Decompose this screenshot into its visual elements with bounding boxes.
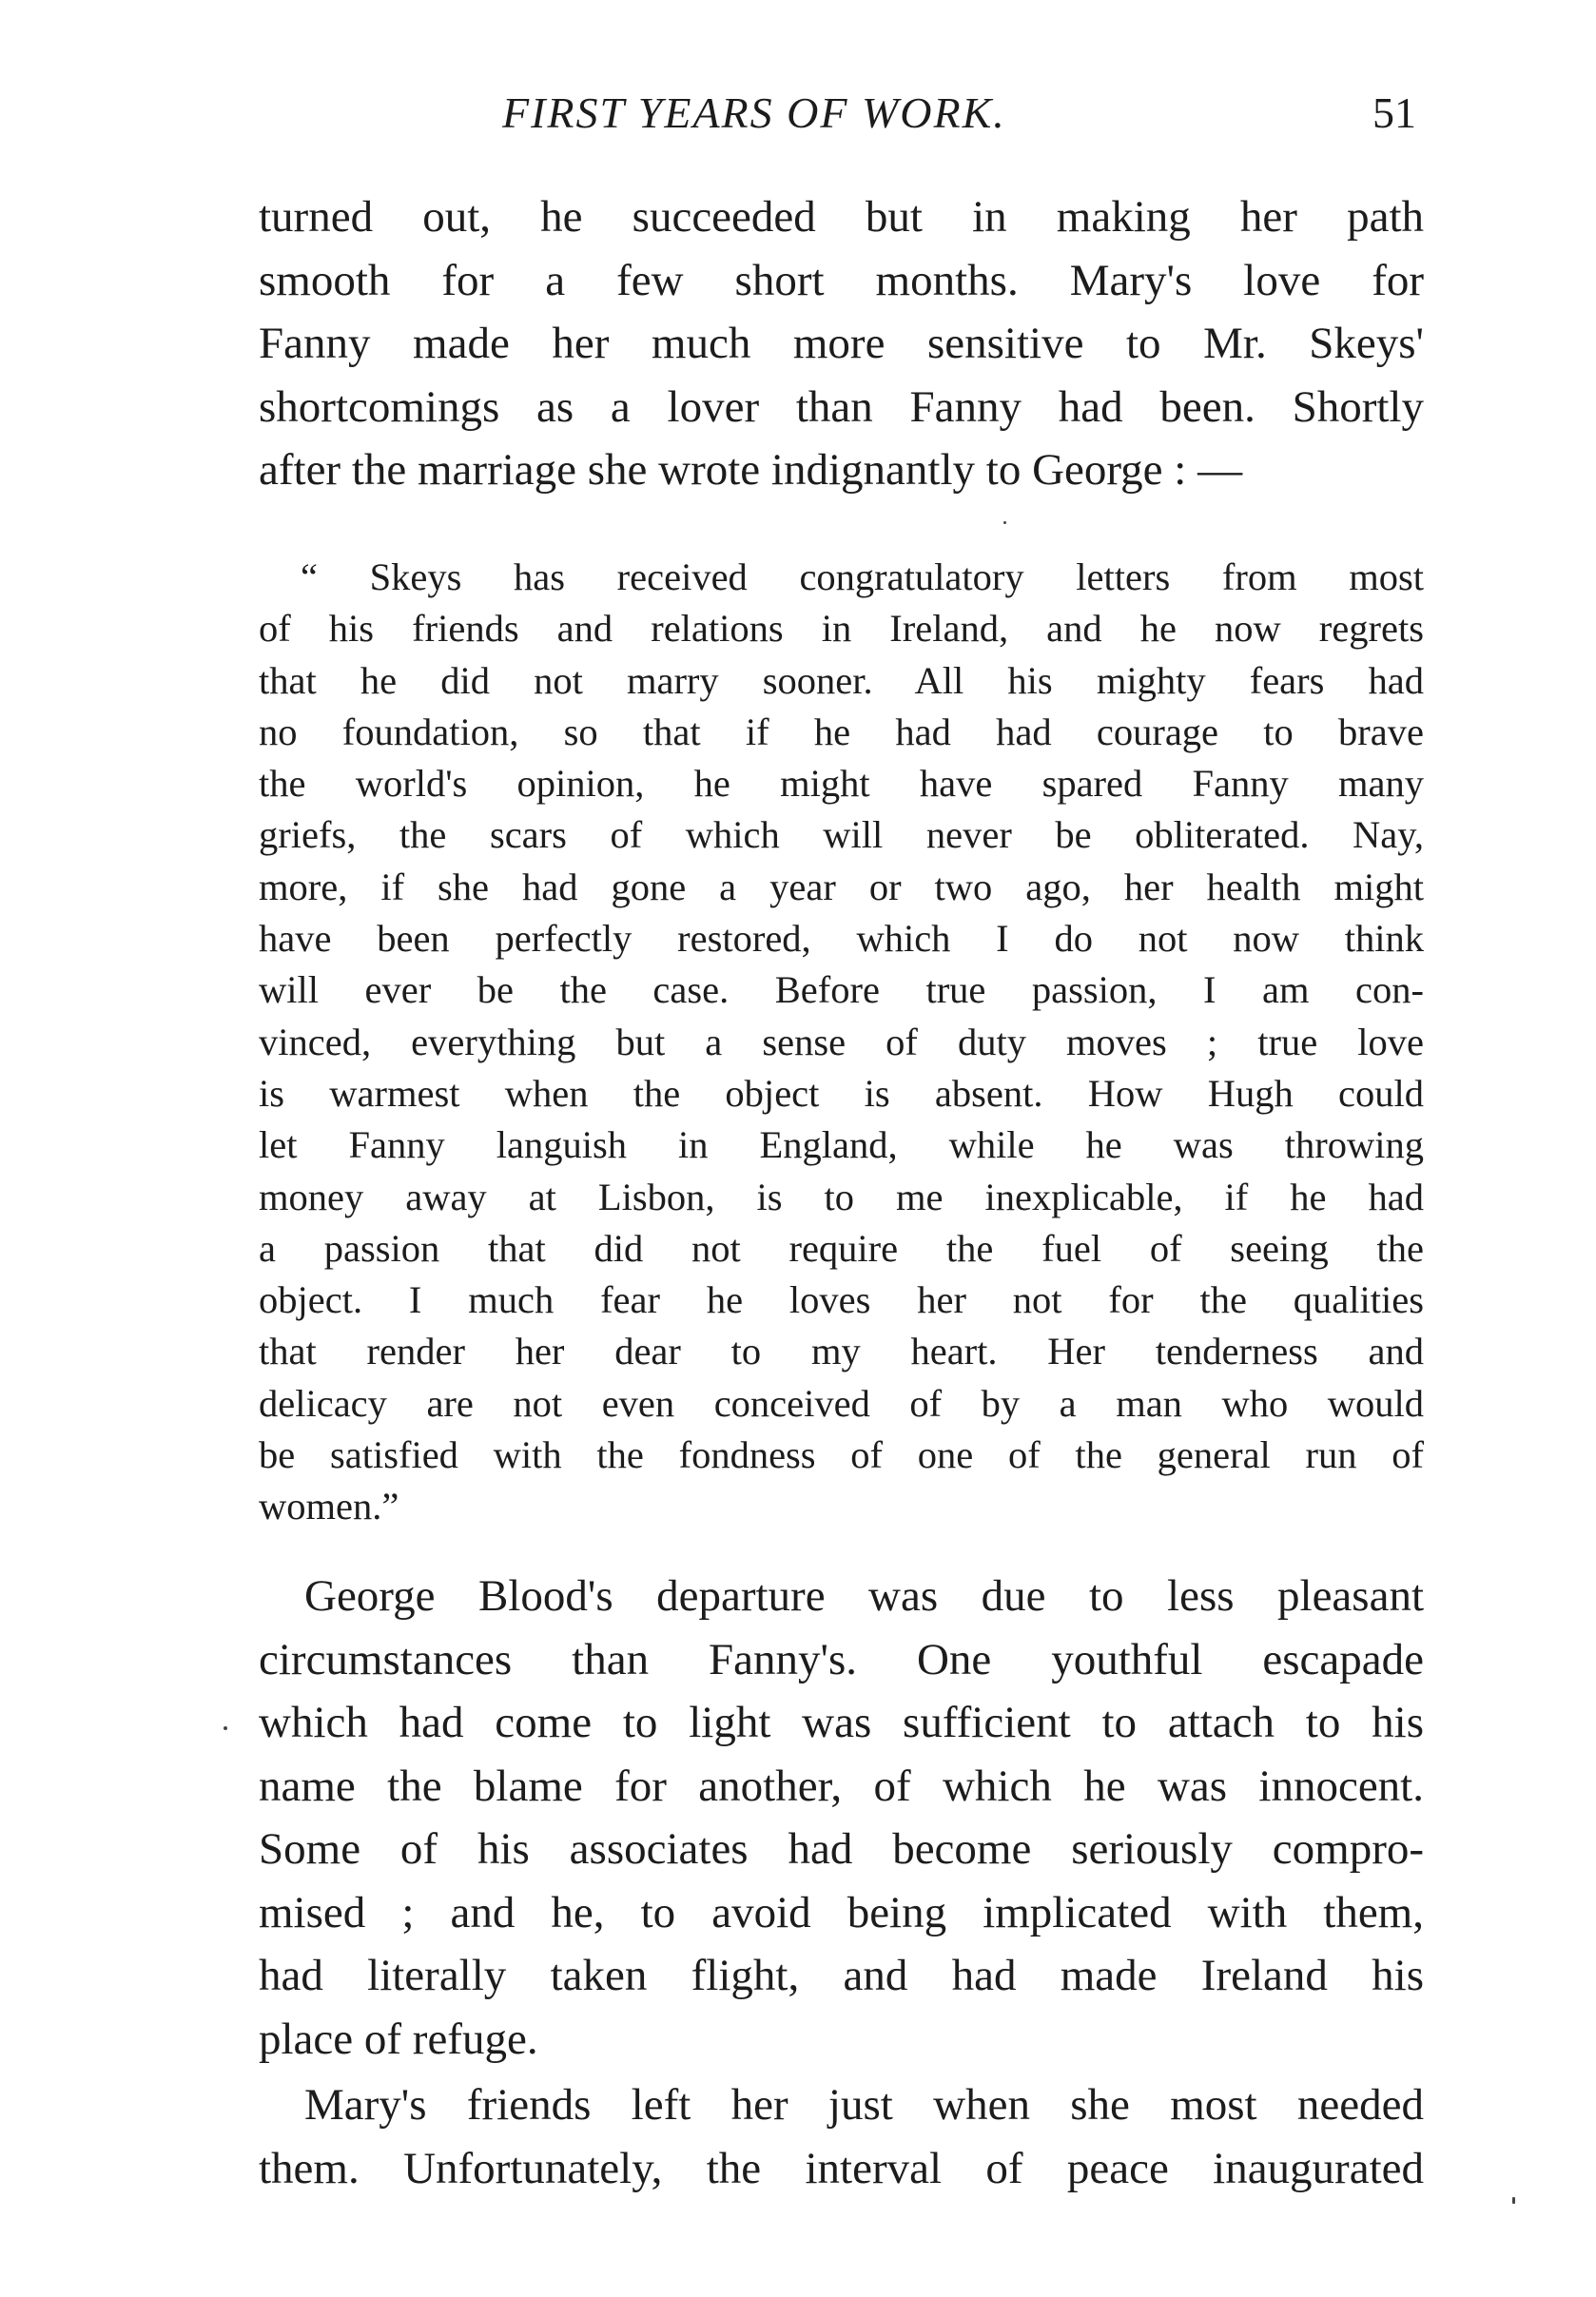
text-line: have been perfectly restored, which I do not now think: [259, 917, 1424, 961]
text-line: had literally taken flight, and had made Ireland his: [259, 1951, 1424, 2000]
paragraph-2: [259, 1565, 1424, 2071]
text-line: is warmest when the object is absent. How Hugh could: [259, 1071, 1424, 1115]
text-line: Fanny made her much more sensitive to Mr. Skeys': [259, 319, 1424, 368]
text-line: name the blame for another, of which he was innocent.: [259, 1761, 1424, 1811]
text-line: a passion that did not require the fuel of seeing the: [259, 1226, 1424, 1270]
paragraph-3: [259, 2073, 1424, 2200]
text-line: after the marriage she wrote indignantly to George : —: [259, 445, 1243, 495]
text-line: more, if she had gone a year or two ago, her health might: [259, 865, 1424, 908]
print-speck: [224, 1726, 227, 1730]
paragraph-1: [259, 185, 1424, 502]
text-line: Some of his associates had become seriously compro-: [259, 1824, 1424, 1874]
text-line: the world's opinion, he might have spared Fanny many: [259, 762, 1424, 806]
text-line: that render her dear to my heart. Her tenderness and: [259, 1330, 1424, 1373]
text-line: money away at Lisbon, is to me inexplicable, if he had: [259, 1175, 1424, 1218]
text-line: mised ; and he, to avoid being implicated with them,: [259, 1887, 1424, 1937]
text-line: vinced, everything but a sense of duty moves ; true love: [259, 1020, 1424, 1063]
text-line: them. Unfortunately, the interval of peace inaugurated: [259, 2143, 1424, 2193]
text-line: object. I much fear he loves her not for the qualities: [259, 1278, 1424, 1322]
quoted-letter: [259, 552, 1424, 1533]
text-line: no foundation, so that if he had had courage to brave: [259, 710, 1424, 753]
text-line: shortcomings as a lover than Fanny had been. Shortly: [259, 381, 1424, 432]
text-line: be satisfied with the fondness of one of the general run of: [259, 1433, 1424, 1477]
text-line: “ Skeys has received congratulatory letters from most: [301, 555, 1424, 598]
text-line: George Blood's departure was due to less pleasant: [304, 1571, 1424, 1621]
text-line: circumstances than Fanny's. One youthful escapade: [259, 1634, 1424, 1684]
text-line: place of refuge.: [259, 2014, 538, 2064]
print-speck: [1512, 2197, 1515, 2204]
text-line: of his friends and relations in Ireland, and he now regrets: [259, 607, 1424, 651]
text-line: turned out, he succeeded but in making her path: [259, 192, 1424, 242]
text-line: that he did not marry sooner. All his mighty fears had: [259, 658, 1424, 702]
print-speck: [1003, 521, 1006, 524]
text-line: women.”: [259, 1485, 399, 1528]
running-header: [0, 88, 1596, 145]
chapter-title: FIRST YEARS OF WORK.: [502, 88, 1006, 137]
page-number: 51: [1372, 88, 1416, 137]
text-line: Mary's friends left her just when she most needed: [304, 2080, 1424, 2130]
text-line: which had come to light was sufficient to attach to his: [259, 1698, 1424, 1747]
text-line: smooth for a few short months. Mary's love for: [259, 255, 1424, 305]
text-line: delicacy are not even conceived of by a man who would: [259, 1381, 1424, 1425]
text-line: griefs, the scars of which will never be obliterated. Nay,: [259, 813, 1424, 857]
text-line: let Fanny languish in England, while he was throwing: [259, 1123, 1424, 1167]
text-line: will ever be the case. Before true passion, I am con-: [259, 968, 1424, 1012]
